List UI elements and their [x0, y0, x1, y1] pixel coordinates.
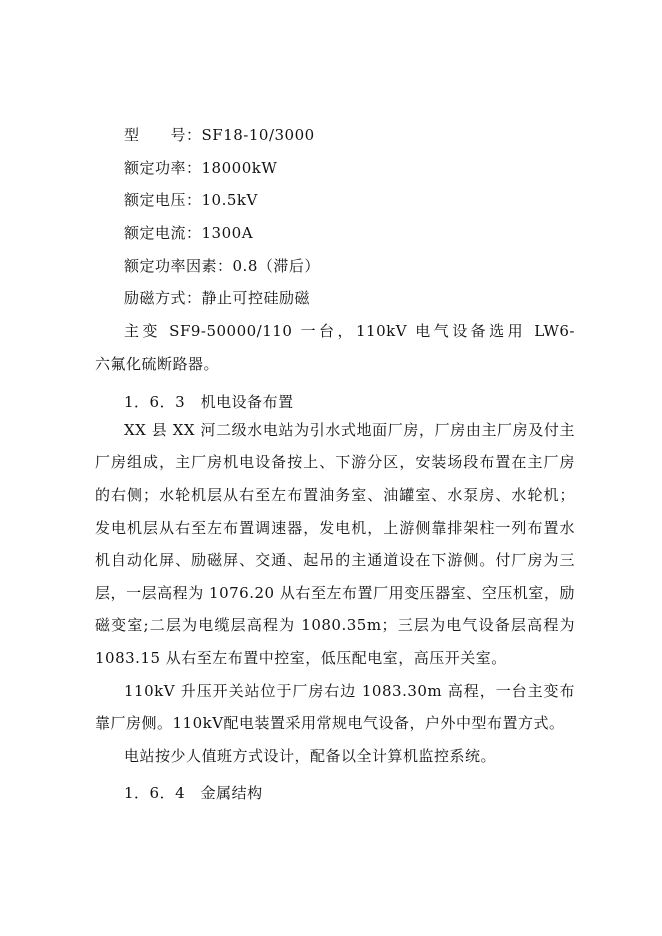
spec-power-factor — [124, 256, 575, 276]
transformer-line: 主变 SF9-50000/110 一台，110kV 电气设备选用 LW6- — [124, 322, 575, 340]
spec-rated-voltage — [124, 190, 575, 210]
spec-value: SF18-10/3000 — [201, 126, 315, 144]
paragraph-line: XX 县 XX 河二级水电站为引水式地面厂房，厂房由主厂房及付主 — [124, 421, 575, 439]
paragraph-line: 层，一层高程为 1076.20 从右至左布置厂用变压器室、空压机室，励 — [95, 584, 575, 602]
spec-rated-current — [124, 223, 575, 243]
spec-value: 0.8（滞后） — [232, 257, 320, 275]
paragraph-line: 110kV 升压开关站位于厂房右边 1083.30m 高程，一台主变布 — [124, 682, 575, 700]
spec-label: 型 号： — [124, 126, 202, 144]
spec-label: 额定电流： — [124, 224, 202, 242]
spec-value: 1300A — [201, 224, 254, 242]
paragraph-line: 靠厂房侧。110kV配电装置采用常规电气设备，户外中型布置方式。 — [95, 714, 565, 732]
spec-rated-power — [124, 158, 575, 178]
paragraph-line: 磁变室;二层为电缆层高程为 1080.35m；三层为电气设备层高程为 — [95, 616, 575, 634]
spec-value: 18000kW — [201, 159, 278, 177]
paragraph-line: 机自动化屏、励磁屏、交通、起吊的主通道设在下游侧。付厂房为三 — [95, 551, 575, 569]
paragraph-line: 1083.15 从右至左布置中控室，低压配电室，高压开关室。 — [95, 649, 507, 667]
paragraph-line: 发电机层从右至左布置调速器，发电机，上游侧靠排架柱一列布置水 — [95, 519, 575, 537]
spec-label: 励磁方式： — [124, 289, 202, 307]
paragraph-line: 的右侧；水轮机层从右至左布置油务室、油罐室、水泵房、水轮机； — [95, 486, 575, 504]
spec-label: 额定电压： — [124, 191, 202, 209]
spec-value: 10.5kV — [201, 191, 258, 209]
transformer-line: 六氟化硫断路器。 — [95, 355, 220, 373]
spec-label: 额定功率： — [124, 159, 202, 177]
spec-model — [124, 125, 575, 145]
paragraph-line: 厂房组成，主厂房机电设备按上、下游分区，安装场段布置在主厂房 — [95, 453, 575, 471]
spec-value: 静止可控硅励磁 — [201, 289, 311, 307]
section-heading: 1．6．3 机电设备布置 — [124, 393, 294, 411]
paragraph-line: 电站按少人值班方式设计，配备以全计算机监控系统。 — [124, 747, 497, 765]
spec-excitation — [124, 288, 575, 308]
section-heading: 1．6．4 金属结构 — [124, 784, 263, 802]
spec-label: 额定功率因素： — [124, 257, 233, 275]
